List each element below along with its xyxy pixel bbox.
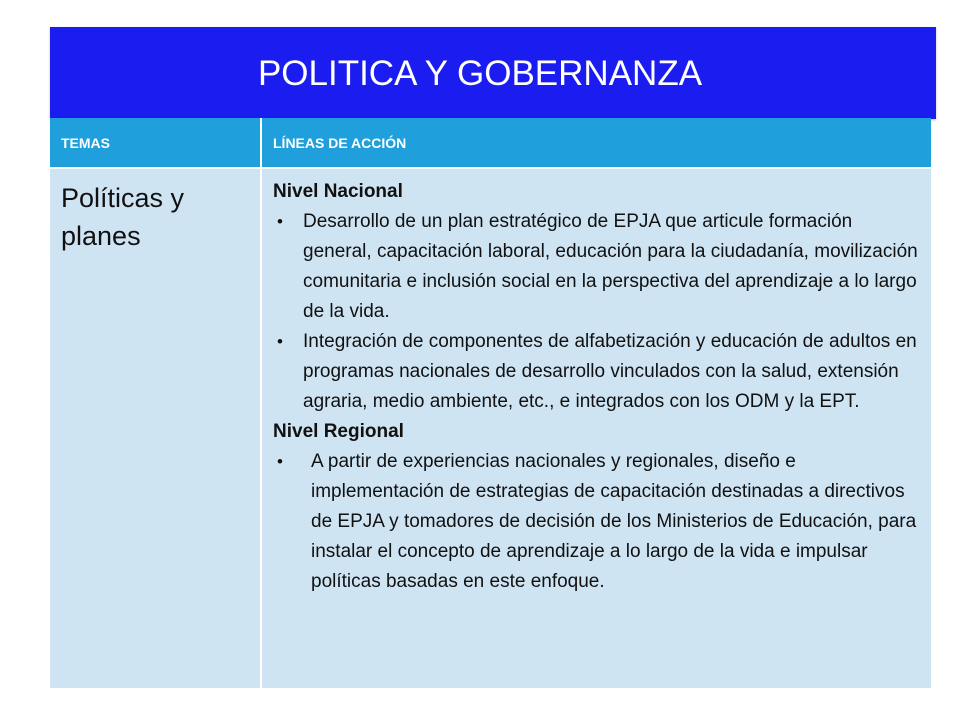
- header-lineas-de-accion: LÍNEAS DE ACCIÓN: [261, 118, 931, 168]
- bullet-icon: •: [277, 452, 283, 471]
- bullet-list-regional: [273, 447, 923, 597]
- bullet-text: Integración de componentes de alfabetización y educación de adultos en programas nacionales de desarrollo vinculados con la salud, extensión agraria, medio ambiente, etc., e integrados con los ODM y la EPT.: [303, 331, 917, 412]
- list-item: [273, 327, 923, 417]
- level-title-nacional: Nivel Nacional: [273, 181, 403, 202]
- tema-label: Políticas y planes: [61, 183, 185, 251]
- lineas-cell: [261, 168, 931, 688]
- bullet-text: Desarrollo de un plan estratégico de EPJA que articule formación general, capacitación laboral, educación para la ciudadanía, movilización comunitaria e inclusión social en la perspectiva del aprendizaje a lo largo de la vida.: [303, 211, 918, 322]
- bullet-icon: •: [277, 212, 283, 231]
- table-header-row: [50, 118, 931, 168]
- tema-cell: [50, 168, 261, 688]
- list-item: [273, 207, 923, 327]
- header-temas: TEMAS: [50, 118, 261, 168]
- bullet-icon: •: [277, 332, 283, 351]
- bullet-list-nacional: [273, 207, 923, 417]
- level-title-regional: Nivel Regional: [273, 421, 404, 442]
- list-item: [273, 447, 923, 597]
- table-row: [50, 168, 931, 688]
- content-table: [50, 118, 931, 688]
- page-title: POLITICA Y GOBERNANZA: [257, 54, 703, 93]
- bullet-text: A partir de experiencias nacionales y regionales, diseño e implementación de estrategias de capacitación destinadas a directivos de EPJA y tomadores de decisión de los Ministerios de Educación, para instalar el concepto de aprendizaje a lo largo de la vida e impulsar políticas basadas en este enfoque.: [311, 451, 917, 592]
